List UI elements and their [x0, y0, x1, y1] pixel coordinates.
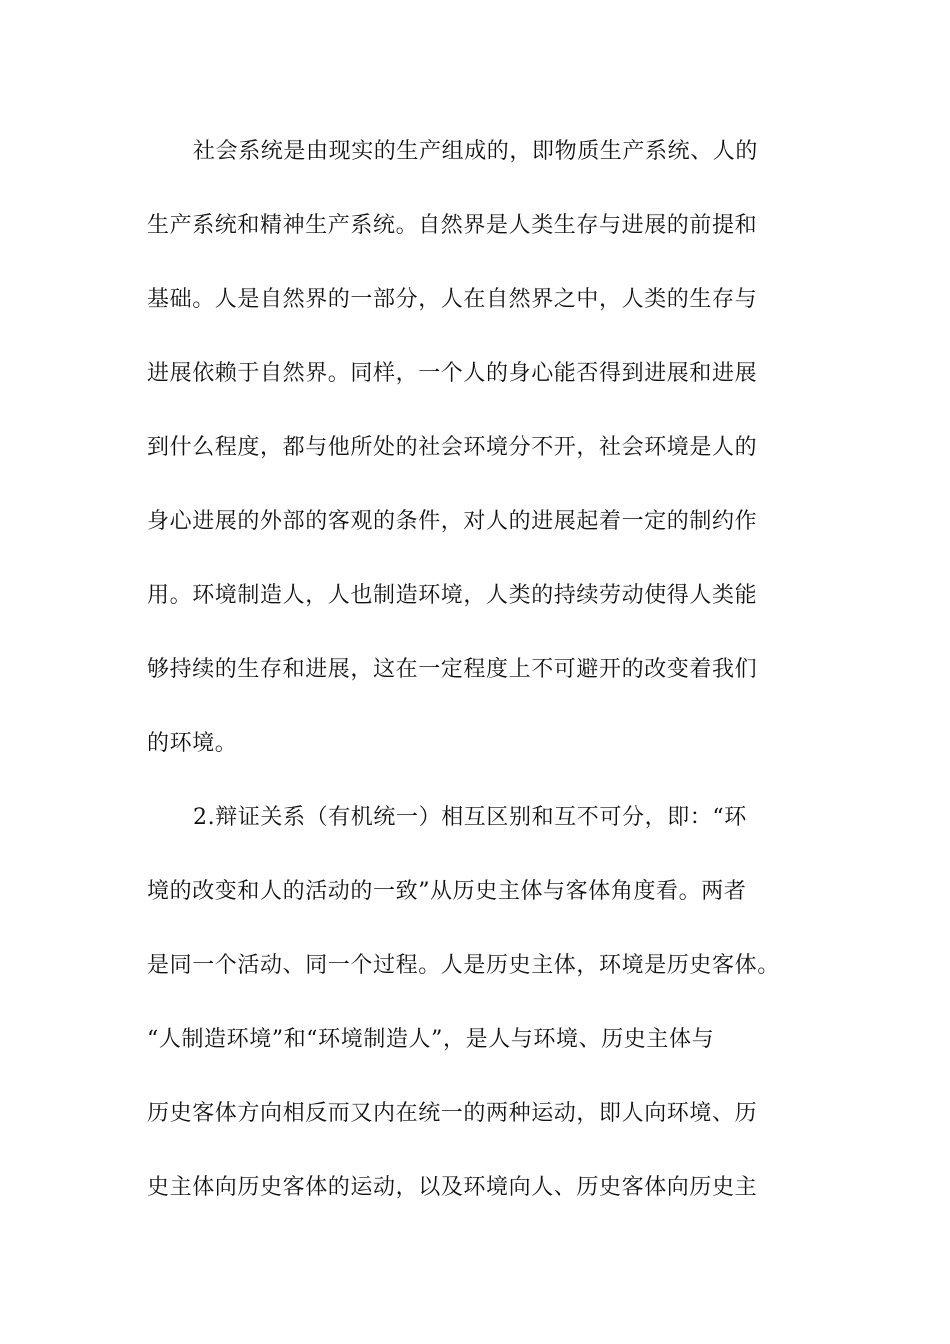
- paragraph-2-line-6: 史主体向历史客体的运动，以及环境向人、历史客体向历史主: [147, 1175, 758, 1200]
- paragraph-1-line-3: 基础。人是自然界的一部分，人在自然界之中，人类的生存与: [147, 287, 758, 312]
- paragraph-1-line-5: 到什么程度，都与他所处的社会环境分不开，社会环境是人的: [147, 435, 758, 460]
- paragraph-1-line-1: 社会系统是由现实的生产组成的，即物质生产系统、人的: [193, 139, 759, 164]
- paragraph-2-line-4: “人制造环境”和“环境制造人”，是人与环境、历史主体与: [147, 1027, 715, 1052]
- paragraph-1-line-7: 用。环境制造人，人也制造环境，人类的持续劳动使得人类能: [147, 583, 758, 608]
- paragraph-2-line-2: 境的改变和人的活动的一致”从历史主体与客体角度看。两者: [147, 879, 747, 904]
- paragraph-2-line-3: 是同一个活动、同一个过程。人是历史主体，环境是历史客体。: [147, 953, 780, 978]
- paragraph-1-line-6: 身心进展的外部的客观的条件，对人的进展起着一定的制约作: [147, 509, 758, 534]
- paragraph-2-line-5: 历史客体方向相反而又内在统一的两种运动，即人向环境、历: [147, 1101, 758, 1126]
- paragraph-1-line-4: 进展依赖于自然界。同样，一个人的身心能否得到进展和进展: [147, 361, 758, 386]
- paragraph-2-line-1: 2.辩证关系（有机统一）相互区别和互不可分，即：“环: [193, 805, 747, 830]
- paragraph-1-line-9: 的环境。: [147, 731, 238, 756]
- paragraph-1-line-8: 够持续的生存和进展，这在一定程度上不可避开的改变着我们: [147, 657, 758, 682]
- paragraph-1-line-2: 生产系统和精神生产系统。自然界是人类生存与进展的前提和: [147, 213, 758, 238]
